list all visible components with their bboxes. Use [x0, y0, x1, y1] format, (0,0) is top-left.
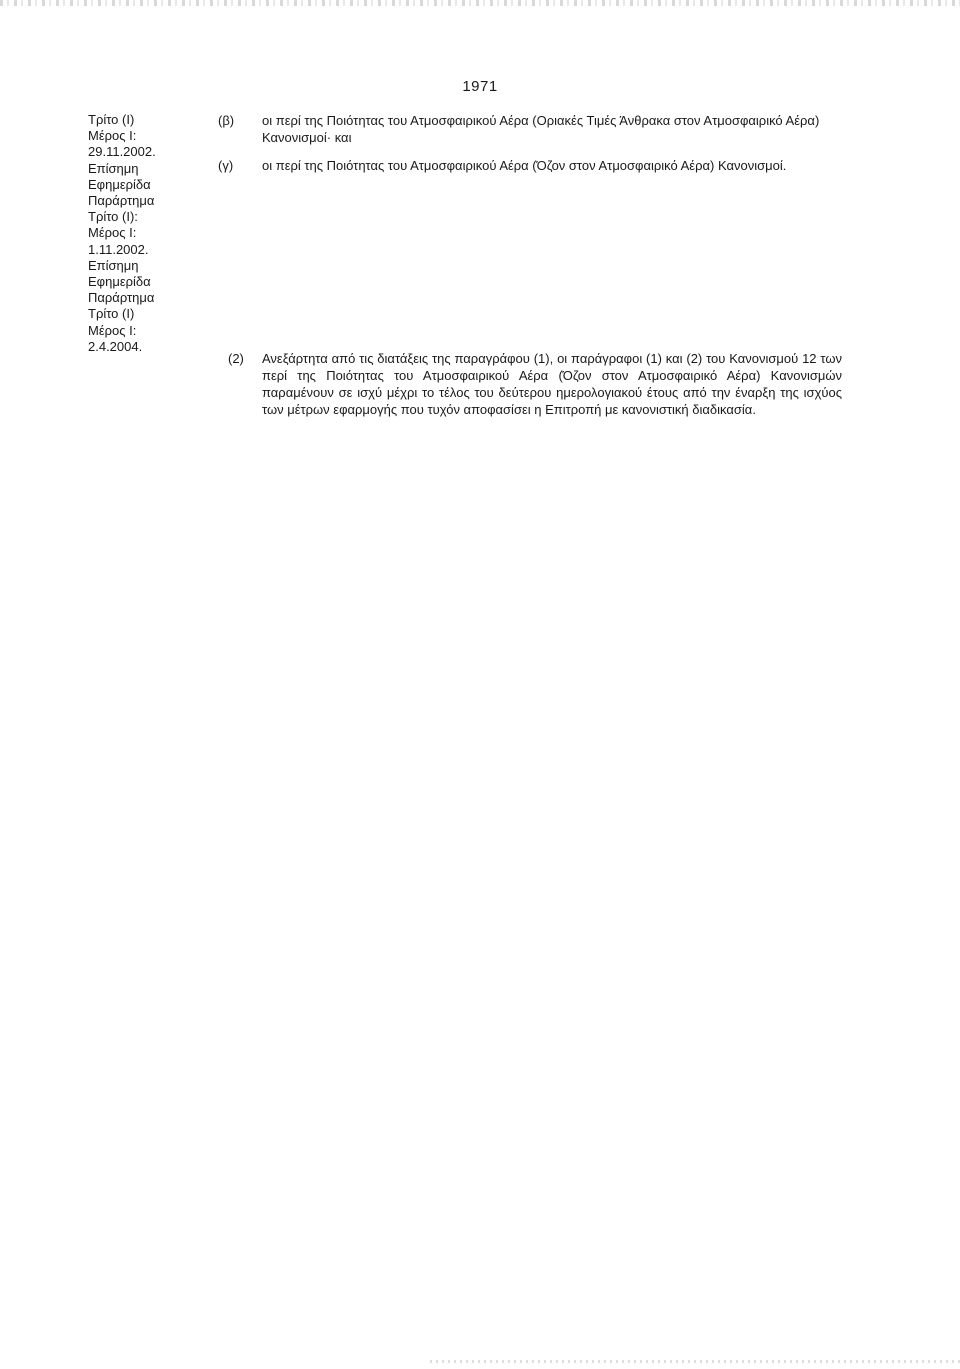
margin-note-line: Παράρτημα	[88, 193, 155, 209]
margin-note-line: Τρίτο (Ι)	[88, 112, 135, 127]
margin-note-line: 2.4.2004.	[88, 338, 143, 354]
margin-note-line: Εφημερίδα	[88, 176, 151, 192]
margin-note-line: 1.11.2002.	[88, 241, 149, 257]
margin-note-line: Μέρος Ι:	[88, 322, 137, 338]
margin-note-line: 29.11.2002.	[88, 144, 156, 160]
margin-note-line: Μέρος Ι:	[88, 128, 137, 144]
list-item-text: οι περί της Ποιότητας του Ατμοσφαιρικού Αέρα (Οριακές Τιμές Άνθρακα στον Ατμοσφαιρικό Αέρα) Κανονισμοί· και	[262, 113, 820, 145]
list-item-marker: (γ)	[218, 158, 234, 173]
paragraph-marker: (2)	[228, 351, 244, 366]
margin-note-line: Τρίτο (Ι)	[88, 306, 135, 322]
margin-note-line: Παράρτημα	[88, 290, 155, 306]
list-item-marker: (β)	[218, 113, 235, 128]
margin-note-line: Τρίτο (Ι):	[88, 209, 138, 225]
margin-note-line: Μέρος Ι:	[88, 225, 137, 241]
margin-note-line: Επίσημη	[88, 257, 139, 273]
paragraph-text: Ανεξάρτητα από τις διατάξεις της παραγράφου (1), οι παράγραφοι (1) και (2) του Κανονισμού 12 των περί της Ποιότητας του Ατμοσφαιρικού Αέρα (Όζον στον Ατμοσφαιρικό Αέρα) Κανονισμών παραμένουν σε ισχύ μέχρι το τέλος του δεύτερου ημερολογιακού έτους από την έναρξη της ισχύος των μέτρων εφαρμογής που τυχόν αποφασίσει η Επιτροπή με κανονιστική διαδικασία.	[262, 351, 842, 417]
margin-note-line: Επίσημη	[88, 160, 139, 176]
margin-note-line: Εφημερίδα	[88, 274, 151, 290]
list-item-text: οι περί της Ποιότητας του Ατμοσφαιρικού Αέρα (Όζον στον Ατμοσφαιρικό Αέρα) Κανονισμοί.	[262, 158, 787, 173]
margin-note	[88, 112, 198, 355]
scan-edge-bottom	[430, 1360, 960, 1363]
scan-edge-top	[0, 0, 960, 6]
page-number: 1971	[462, 78, 498, 95]
